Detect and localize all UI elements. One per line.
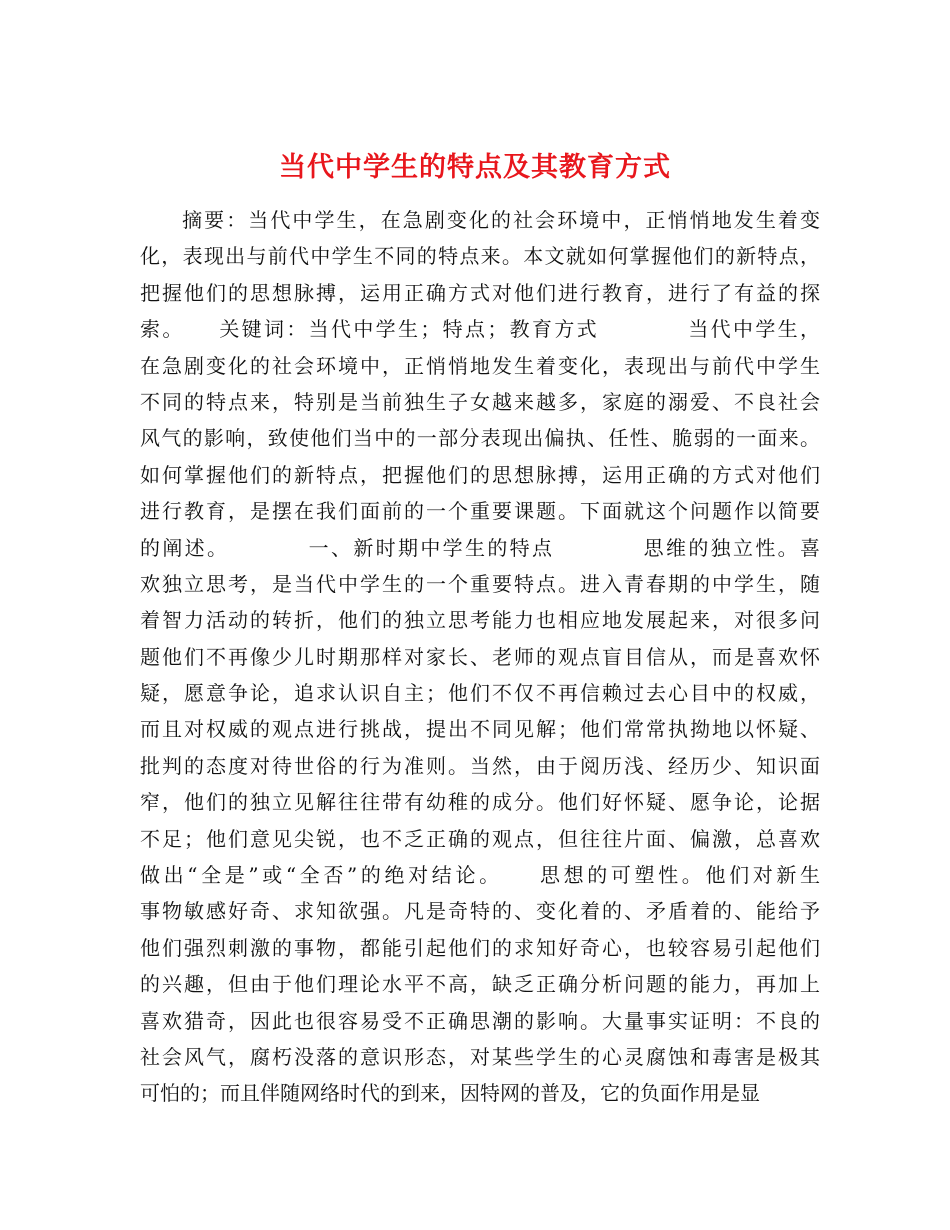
body-line: 欢独立思考，是当代中学生的一个重要特点。进入青春期的中学生，随 [140, 571, 820, 596]
body-line: 的兴趣，但由于他们理论水平不高，缺乏正确分析问题的能力，再加上 [140, 972, 820, 997]
body-line: 事物敏感好奇、求知欲强。凡是奇特的、变化着的、矛盾着的、能给予 [140, 899, 820, 924]
document-title: 当代中学生的特点及其教育方式 [279, 152, 671, 184]
body-line-text: 摘要：当代中学生，在急剧变化的社会环境中，正悄悄地发生着变 [180, 208, 820, 232]
body-line: 着智力活动的转折，他们的独立思考能力也相应地发展起来，对很多问 [140, 608, 820, 633]
body-line [140, 202, 820, 238]
body-line: 窄，他们的独立见解往往带有幼稚的成分。他们好怀疑、愿争论，论据 [140, 790, 820, 815]
document-body [140, 202, 820, 1112]
body-line: 风气的影响，致使他们当中的一部分表现出偏执、任性、脆弱的一面来。 [140, 426, 820, 451]
body-line: 把握他们的思想脉搏，运用正确方式对他们进行教育，进行了有益的探 [140, 280, 820, 305]
body-line: 进行教育，是摆在我们面前的一个重要课题。下面就这个问题作以简要 [140, 499, 820, 524]
body-line: 而且对权威的观点进行挑战，提出不同见解；他们常常执拗地以怀疑、 [140, 717, 820, 742]
body-line: 不同的特点来，特别是当前独生子女越来越多，家庭的溺爱、不良社会 [140, 389, 820, 414]
body-line: 索。 关键词：当代中学生；特点；教育方式 当代中学生， [140, 317, 820, 342]
body-line: 如何掌握他们的新特点，把握他们的思想脉搏，运用正确的方式对他们 [140, 462, 820, 487]
body-line: 在急剧变化的社会环境中，正悄悄地发生着变化，表现出与前代中学生 [140, 353, 820, 378]
body-line: 化，表现出与前代中学生不同的特点来。本文就如何掌握他们的新特点， [140, 244, 820, 269]
body-line: 他们强烈刺激的事物，都能引起他们的求知好奇心，也较容易引起他们 [140, 935, 820, 960]
body-line: 疑，愿意争论，追求认识自主；他们不仅不再信赖过去心目中的权威， [140, 681, 820, 706]
body-line: 喜欢猎奇，因此也很容易受不正确思潮的影响。大量事实证明：不良的 [140, 1008, 820, 1033]
body-line: 题他们不再像少儿时期那样对家长、老师的观点盲目信从，而是喜欢怀 [140, 644, 820, 669]
body-line: 的阐述。 一、新时期中学生的特点 思维的独立性。喜 [140, 535, 820, 560]
body-line: 可怕的；而且伴随网络时代的到来，因特网的普及，它的负面作用是显 [140, 1081, 760, 1106]
body-line: 做出“全是”或“全否”的绝对结论。 思想的可塑性。他们对新生 [140, 863, 820, 888]
body-line: 批判的态度对待世俗的行为准则。当然，由于阅历浅、经历少、知识面 [140, 753, 820, 778]
body-line: 社会风气，腐朽没落的意识形态，对某些学生的心灵腐蚀和毒害是极其 [140, 1044, 820, 1069]
body-line: 不足；他们意见尖锐，也不乏正确的观点，但往往片面、偏激，总喜欢 [140, 826, 820, 851]
